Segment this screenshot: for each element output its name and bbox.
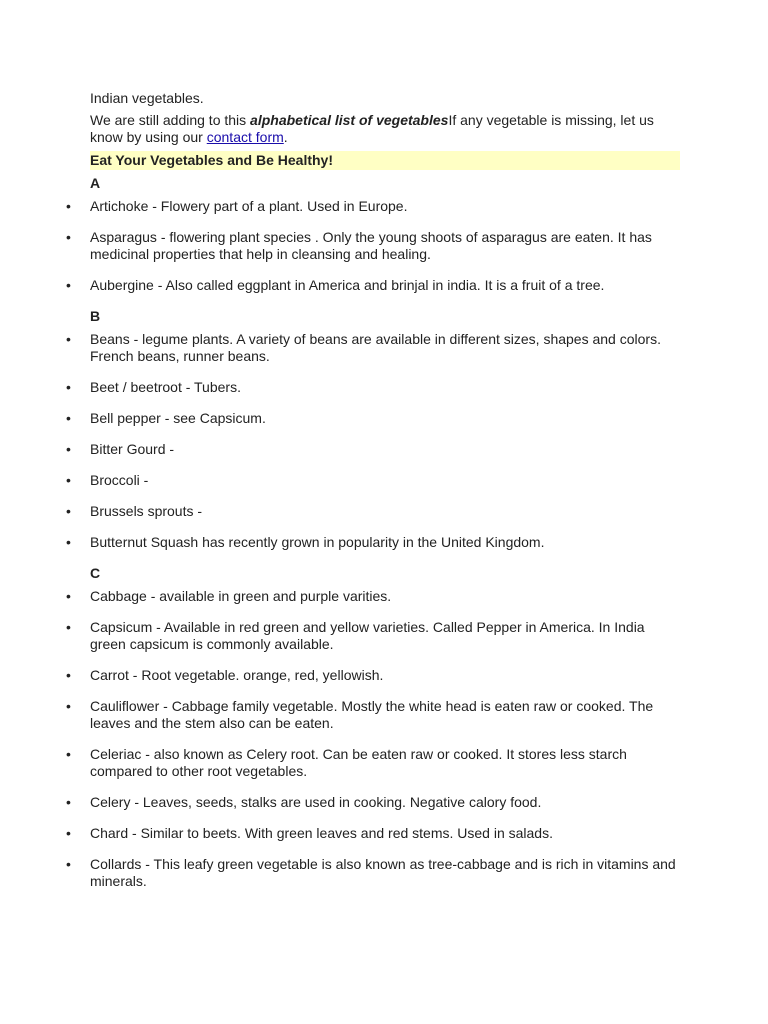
bullet-icon: •	[66, 472, 71, 488]
bullet-icon: •	[66, 856, 71, 872]
list-item	[66, 410, 680, 427]
list-item	[66, 331, 680, 365]
list-item	[66, 379, 680, 396]
list-item	[66, 794, 680, 811]
list-item-text: Celery - Leaves, seeds, stalks are used in cooking. Negative calory food.	[90, 794, 542, 810]
vegetable-list-b	[66, 331, 680, 551]
list-item	[66, 229, 680, 263]
note-period: .	[283, 129, 288, 145]
note-text-continued: If any vegetable is missing, let us know by using our	[90, 112, 654, 145]
list-item	[66, 534, 680, 551]
vegetable-list-a	[66, 198, 680, 294]
section-letter-b: B	[90, 308, 101, 324]
list-item-text: Artichoke - Flowery part of a plant. Used in Europe.	[90, 198, 408, 214]
list-item	[66, 277, 680, 294]
section-letter-a: A	[90, 175, 101, 191]
contact-form-link[interactable]: contact form	[206, 129, 284, 145]
list-item-text: Cabbage - available in green and purple varities.	[90, 588, 392, 604]
list-item-text: Celeriac - also known as Celery root. Can be eaten raw or cooked. It stores less starch compared to other root vegetables.	[90, 746, 627, 779]
bullet-icon: •	[66, 410, 71, 426]
vegetable-list-c	[66, 588, 680, 890]
bullet-icon: •	[66, 534, 71, 550]
list-item-text: Aubergine - Also called eggplant in America and brinjal in india. It is a fruit of a tree.	[90, 277, 605, 293]
list-item	[66, 698, 680, 732]
list-item-text: Bitter Gourd -	[90, 441, 175, 457]
bullet-icon: •	[66, 379, 71, 395]
list-item-text: Brussels sprouts -	[90, 503, 203, 519]
bullet-icon: •	[66, 277, 71, 293]
bullet-icon: •	[66, 667, 71, 683]
document-body	[66, 90, 680, 904]
bullet-icon: •	[66, 746, 71, 762]
list-item-text: Broccoli -	[90, 472, 149, 488]
intro-line: Indian vegetables.	[90, 90, 204, 106]
list-item	[66, 619, 680, 653]
list-item	[66, 472, 680, 489]
list-item-text: Capsicum - Available in red green and yellow varieties. Called Pepper in America. In India green capsicum is commonly available.	[90, 619, 645, 652]
bullet-icon: •	[66, 588, 71, 604]
vegetable-sections	[66, 175, 680, 890]
list-title-emphasis: alphabetical list of vegetables	[250, 112, 449, 128]
list-item-text: Cauliflower - Cabbage family vegetable. Mostly the white head is eaten raw or cooked. The leaves and the stem also can be eaten.	[90, 698, 654, 731]
healthy-banner: Eat Your Vegetables and Be Healthy!	[90, 151, 680, 170]
list-item-text: Chard - Similar to beets. With green leaves and red stems. Used in salads.	[90, 825, 553, 841]
list-item-text: Beans - legume plants. A variety of beans are available in different sizes, shapes and colors. French beans, runner beans.	[90, 331, 661, 364]
list-item	[66, 441, 680, 458]
list-item-text: Butternut Squash has recently grown in popularity in the United Kingdom.	[90, 534, 545, 550]
list-item	[66, 198, 680, 215]
list-item	[66, 503, 680, 520]
list-item-text: Bell pepper - see Capsicum.	[90, 410, 266, 426]
list-item	[66, 667, 680, 684]
bullet-icon: •	[66, 825, 71, 841]
list-item	[66, 746, 680, 780]
bullet-icon: •	[66, 198, 71, 214]
note-text: We are still adding to this	[90, 112, 251, 128]
missing-vegetable-note	[90, 112, 680, 146]
list-item-text: Beet / beetroot - Tubers.	[90, 379, 241, 395]
list-item-text: Carrot - Root vegetable. orange, red, yellowish.	[90, 667, 384, 683]
list-item	[66, 588, 680, 605]
bullet-icon: •	[66, 503, 71, 519]
list-item	[66, 856, 680, 890]
bullet-icon: •	[66, 331, 71, 347]
section-letter-c: C	[90, 565, 101, 581]
list-item-text: Collards - This leafy green vegetable is also known as tree-cabbage and is rich in vitamins and minerals.	[90, 856, 676, 889]
list-item	[66, 825, 680, 842]
bullet-icon: •	[66, 229, 71, 245]
bullet-icon: •	[66, 698, 71, 714]
bullet-icon: •	[66, 619, 71, 635]
bullet-icon: •	[66, 441, 71, 457]
list-item-text: Asparagus - flowering plant species . Only the young shoots of asparagus are eaten. It has medicinal properties that help in cleansing and healing.	[90, 229, 652, 262]
bullet-icon: •	[66, 794, 71, 810]
